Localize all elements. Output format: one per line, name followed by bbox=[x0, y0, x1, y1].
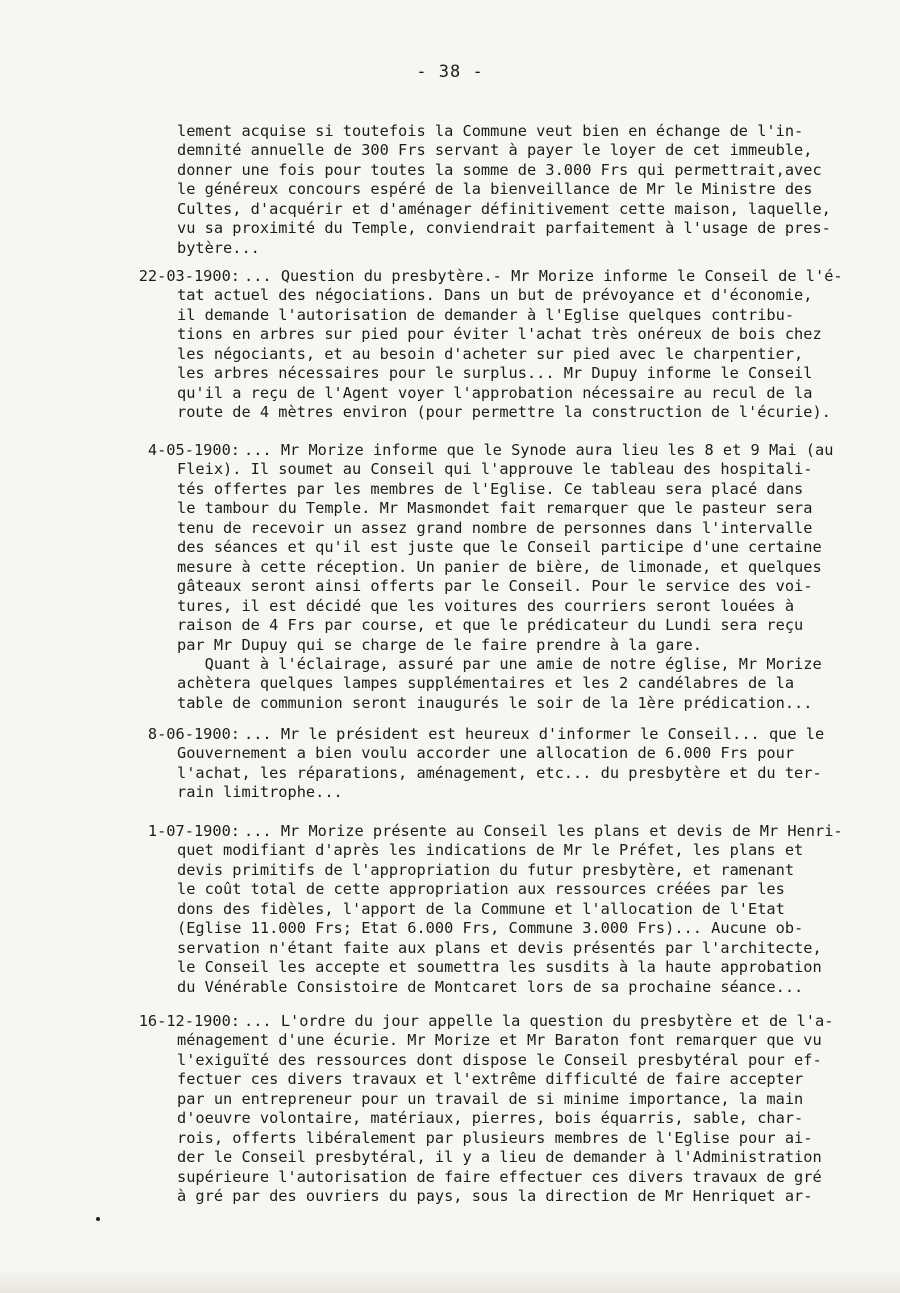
entry-text-line: du Vénérable Consistoire de Montcaret lors de sa prochaine séance... bbox=[177, 977, 804, 996]
entry-text-line: par un entrepreneur pour un travail de si minime importance, la main bbox=[177, 1089, 804, 1108]
entry-text-line: vu sa proximité du Temple, conviendrait parfaitement à l'usage de pres- bbox=[177, 219, 831, 238]
entry-text-line: fectuer ces divers travaux et l'extrême difficulté de faire accepter bbox=[177, 1070, 804, 1089]
entry-text-line: des séances et qu'il est juste que le Conseil participe d'une certaine bbox=[177, 538, 822, 557]
entry-text-line: Fleix). Il soumet au Conseil qui l'approuve le tableau des hospitali- bbox=[177, 460, 813, 479]
entry-text-line: devis primitifs de l'appropriation du futur presbytère, et ramenant bbox=[177, 860, 795, 879]
entry-date: 4-05-1900: bbox=[147, 441, 240, 459]
entry-date: 8-06-1900: bbox=[147, 725, 240, 743]
entry-text-line: raison de 4 Frs par course, et que le prédicateur du Lundi sera reçu bbox=[177, 616, 804, 635]
entry-text-line: d'oeuvre volontaire, matériaux, pierres, bois équarris, sable, char- bbox=[177, 1109, 804, 1128]
entry-date: 1-07-1900: bbox=[147, 822, 240, 840]
entry-text-line: par Mr Dupuy qui se charge de le faire prendre à la gare. bbox=[177, 635, 702, 654]
entry-text-line: lement acquise si toutefois la Commune veut bien en échange de l'in- bbox=[177, 122, 804, 140]
entry-text-line: l'exiguïté des ressources dont dispose le Conseil presbytéral pour ef- bbox=[177, 1050, 822, 1069]
entry-text-line: à gré par des ouvriers du pays, sous la direction de Mr Henriquet ar- bbox=[177, 1187, 813, 1206]
entry-text-line: bytère... bbox=[177, 238, 260, 257]
entry-text-line: le Conseil les accepte et soumettra les susdits à la haute approbation bbox=[177, 958, 822, 977]
entry-text-line: gâteaux seront ainsi offerts par le Conseil. Pour le service des voi- bbox=[177, 577, 813, 596]
entry-text-line: les arbres nécessaires pour le surplus... Mr Dupuy informe le Conseil bbox=[177, 364, 813, 383]
entry-text-line: tenu de recevoir un assez grand nombre de personnes dans l'intervalle bbox=[177, 518, 813, 537]
entry-text-line: tés offertes par les membres de l'Eglise. Ce tableau sera placé dans bbox=[177, 479, 804, 498]
entry-text-line: rain limitrophe... bbox=[177, 783, 343, 802]
entry-text-line: ... Question du presbytère.- Mr Morize informe le Conseil de l'é- bbox=[244, 267, 843, 285]
entry-text-line: demnité annuelle de 300 Frs servant à payer le loyer de cet immeuble, bbox=[177, 141, 813, 160]
entry-text-line: table de communion seront inaugurés le soir de la 1ère prédication... bbox=[177, 693, 813, 712]
entry-text-line: le coût total de cette appropriation aux ressources créées par les bbox=[177, 880, 785, 899]
entry-text-line: Quant à l'éclairage, assuré par une amie de notre église, Mr Morize bbox=[177, 654, 822, 673]
entry-text-line: le tambour du Temple. Mr Masmondet fait remarquer que le pasteur sera bbox=[177, 499, 813, 518]
entry-text-line: ménagement d'une écurie. Mr Morize et Mr Baraton font remarquer que vu bbox=[177, 1031, 822, 1050]
margin-dot bbox=[96, 1217, 100, 1221]
entry-text-line: Gouvernement a bien voulu accorder une allocation de 6.000 Frs pour bbox=[177, 744, 795, 763]
entry-text-line: ... Mr le président est heureux d'informer le Conseil... que le bbox=[244, 725, 825, 743]
entry-text-line: ... L'ordre du jour appelle la question du presbytère et de l'a- bbox=[244, 1012, 834, 1030]
entry-text-line: der le Conseil presbytéral, il y a lieu de demander à l'Administration bbox=[177, 1148, 822, 1167]
entry-text-line: qu'il a reçu de l'Agent voyer l'approbation nécessaire au recul de la bbox=[177, 383, 813, 402]
entry-text-line: tions en arbres sur pied pour éviter l'achat très onéreux de bois chez bbox=[177, 325, 822, 344]
entry-text-line: l'achat, les réparations, aménagement, etc... du presbytère et du ter- bbox=[177, 763, 822, 782]
page-number: - 38 - bbox=[416, 62, 484, 82]
entry-text-line: rois, offerts libéralement par plusieurs membres de l'Eglise pour ai- bbox=[177, 1128, 813, 1147]
page-bottom-edge bbox=[0, 1268, 900, 1293]
entry-text-line: supérieure l'autorisation de faire effectuer ces divers travaux de gré bbox=[177, 1167, 822, 1186]
entry-date: 16-12-1900: bbox=[138, 1012, 240, 1030]
entry-text-line: le généreux concours espéré de la bienveillance de Mr le Ministre des bbox=[177, 180, 813, 199]
entry-text-line: il demande l'autorisation de demander à l'Eglise quelques contribu- bbox=[177, 305, 795, 324]
entry-text-line: (Eglise 11.000 Frs; Etat 6.000 Frs, Commune 3.000 Frs)... Aucune ob- bbox=[177, 919, 804, 938]
entry-text-line: tures, il est décidé que les voitures des courriers seront louées à bbox=[177, 596, 795, 615]
entry-text-line: route de 4 mètres environ (pour permettre la construction de l'écurie). bbox=[177, 403, 831, 422]
entry-text-line: ... Mr Morize présente au Conseil les plans et devis de Mr Henri- bbox=[244, 822, 843, 840]
entry-text-line: servation n'étant faite aux plans et devis présentés par l'architecte, bbox=[177, 938, 822, 957]
entry-text-line: ... Mr Morize informe que le Synode aura lieu les 8 et 9 Mai (au bbox=[244, 441, 834, 459]
entry-text-line: quet modifiant d'après les indications de Mr le Préfet, les plans et bbox=[177, 841, 804, 860]
entry-text-line: Cultes, d'acquérir et d'aménager définitivement cette maison, laquelle, bbox=[177, 199, 831, 218]
entry-text-line: achètera quelques lampes supplémentaires et les 2 candélabres de la bbox=[177, 674, 795, 693]
entry-text-line: dons des fidèles, l'apport de la Commune et l'allocation de l'Etat bbox=[177, 899, 785, 918]
entry-text-line: tat actuel des négociations. Dans un but de prévoyance et d'économie, bbox=[177, 286, 813, 305]
entry-text-line: les négociants, et au besoin d'acheter sur pied avec le charpentier, bbox=[177, 344, 804, 363]
entry-text-line: mesure à cette réception. Un panier de bière, de limonade, et quelques bbox=[177, 557, 822, 576]
entry-text-line: donner une fois pour toutes la somme de 3.000 Frs qui permettrait,avec bbox=[177, 160, 822, 179]
entry-date: 22-03-1900: bbox=[138, 267, 240, 285]
